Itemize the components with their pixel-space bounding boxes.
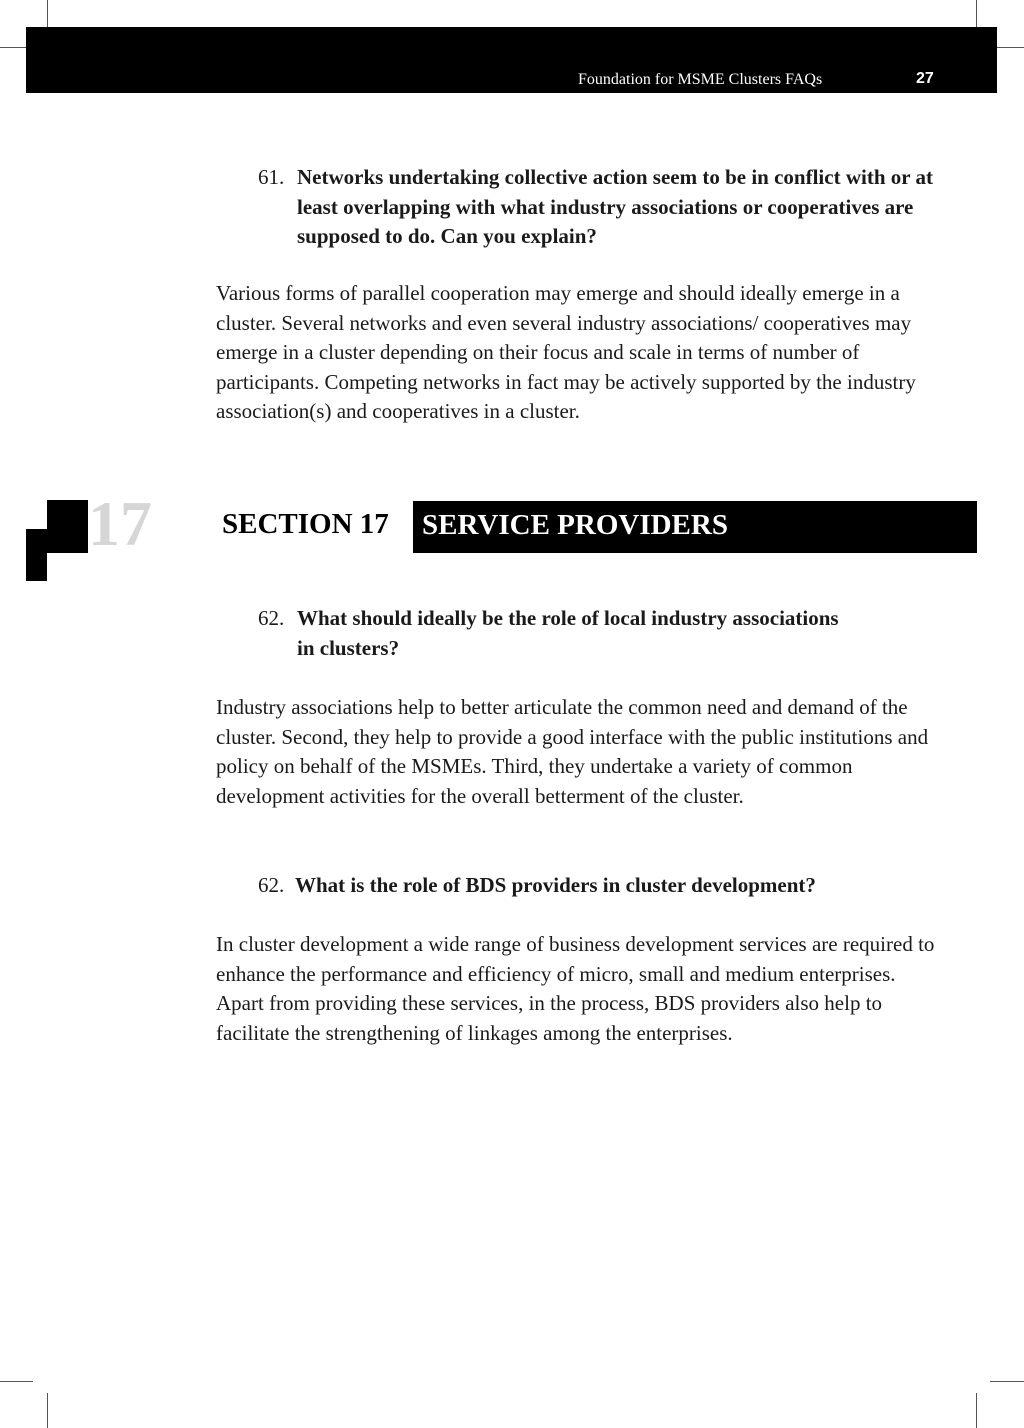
crop-mark [990, 1381, 1024, 1382]
question-62 [258, 604, 858, 663]
question-number: 62. [258, 606, 285, 630]
section-marker-block [47, 500, 88, 553]
question-text: Networks undertaking collective action seem to be in conflict with or at least overlapping with what industry associations or cooperatives are supposed to do. Can you explain? [297, 165, 933, 248]
crop-mark [0, 47, 26, 48]
answer-paragraph: Industry associations help to better articulate the common need and demand of the cluster. Second, they help to provide a good interface with the public institutions and policy on behalf of the MSMEs. Third, they undertake a variety of common development activities for the overall betterment of the cluster. [216, 695, 929, 808]
page-number: 27 [916, 70, 934, 87]
section-title: SERVICE PROVIDERS [422, 509, 728, 541]
running-header-title: Foundation for MSME Clusters FAQs [578, 71, 823, 88]
crop-mark [0, 1381, 33, 1382]
section-title-bar [413, 501, 977, 553]
question-number: 62. [258, 873, 285, 897]
question-text: What should ideally be the role of local industry associations in clusters? [297, 606, 839, 660]
crop-mark [997, 47, 1024, 48]
question-text: What is the role of BDS providers in cluster development? [295, 873, 816, 897]
question-62-bds [258, 871, 958, 901]
answer-paragraph: In cluster development a wide range of business development services are required to enhance the performance and efficiency of micro, small and medium enterprises. Apart from providing these services, in the process, BDS providers also help to facilitate the strengthening of linkages among the enterprises. [216, 932, 935, 1045]
crop-mark [976, 1393, 977, 1428]
section-number-ghost: 17 [88, 488, 152, 559]
question-61 [258, 163, 938, 252]
page-header-bar [26, 27, 997, 93]
section-marker-block [26, 529, 47, 581]
crop-mark [47, 1393, 48, 1428]
question-number: 61. [258, 165, 285, 189]
section-label: SECTION 17 [222, 508, 389, 540]
answer-paragraph: Various forms of parallel cooperation may emerge and should ideally emerge in a cluster. Several networks and even several industry associations/ cooperatives may emerge in a cluster depending on their focus and scale in terms of number of participants. Competing networks in fact may be actively supported by the industry association(s) and cooperatives in a cluster. [216, 281, 916, 424]
